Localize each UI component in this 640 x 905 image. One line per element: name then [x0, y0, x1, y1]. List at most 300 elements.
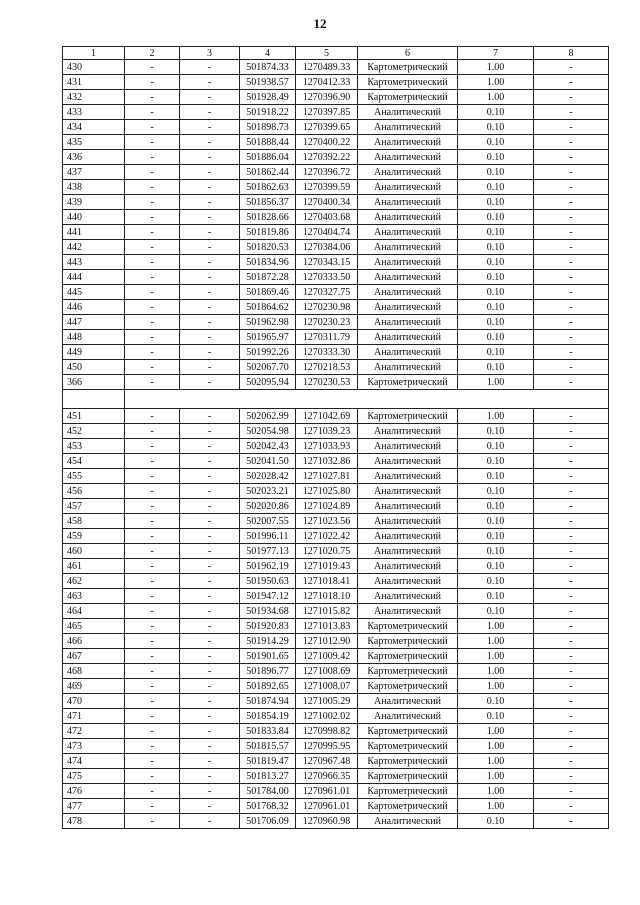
table-row	[63, 180, 609, 195]
table-cell: -	[180, 739, 240, 754]
table-cell: -	[125, 439, 180, 454]
table-row	[63, 439, 609, 454]
table-cell: -	[534, 649, 609, 664]
table-cell: 1270384.06	[296, 240, 358, 255]
table-cell: 0.10	[458, 330, 534, 345]
table-cell: 1270961.01	[296, 799, 358, 814]
table-cell: 1271013.83	[296, 619, 358, 634]
table-cell: 0.10	[458, 709, 534, 724]
table-cell: -	[534, 559, 609, 574]
table-cell: -	[534, 60, 609, 75]
table-row	[63, 165, 609, 180]
table-cell: 1271018.41	[296, 574, 358, 589]
table-cell: -	[534, 195, 609, 210]
table-cell: 502041.50	[240, 454, 296, 469]
table-cell: Аналитический	[358, 330, 458, 345]
table-cell: -	[534, 75, 609, 90]
table-cell: 1270967.48	[296, 754, 358, 769]
table-row	[63, 225, 609, 240]
table-cell: Аналитический	[358, 300, 458, 315]
table-cell: 1.00	[458, 634, 534, 649]
table-cell: 1271024.89	[296, 499, 358, 514]
table-cell: 0.10	[458, 240, 534, 255]
table-cell: 474	[63, 754, 125, 769]
table-cell: -	[125, 300, 180, 315]
table-row	[63, 409, 609, 424]
table-cell: -	[180, 649, 240, 664]
table-cell: 1.00	[458, 664, 534, 679]
table-row	[63, 315, 609, 330]
table-cell: -	[125, 664, 180, 679]
table-cell: -	[534, 514, 609, 529]
table-row	[63, 724, 609, 739]
blank-cell	[125, 390, 609, 409]
table-cell: Картометрический	[358, 375, 458, 390]
table-cell: 1270397.85	[296, 105, 358, 120]
table-cell: 501888.44	[240, 135, 296, 150]
table-row	[63, 814, 609, 829]
table-cell: -	[125, 105, 180, 120]
table-cell: -	[180, 165, 240, 180]
table-cell: Аналитический	[358, 165, 458, 180]
table-cell: -	[125, 499, 180, 514]
table-cell: -	[125, 649, 180, 664]
table-cell: 501962.19	[240, 559, 296, 574]
table-cell: 1271020.75	[296, 544, 358, 559]
table-cell: 443	[63, 255, 125, 270]
table-cell: -	[180, 345, 240, 360]
table-row	[63, 589, 609, 604]
table-cell: -	[534, 679, 609, 694]
table-cell: 501962.98	[240, 315, 296, 330]
page-number: 12	[313, 16, 327, 31]
column-header: 3	[180, 47, 240, 60]
table-cell: 450	[63, 360, 125, 375]
table-cell: 447	[63, 315, 125, 330]
table-cell: -	[180, 150, 240, 165]
table-cell: -	[534, 210, 609, 225]
table-cell: 0.10	[458, 180, 534, 195]
table-cell: -	[534, 454, 609, 469]
table-row	[63, 499, 609, 514]
table-cell: 1270343.15	[296, 255, 358, 270]
table-row	[63, 694, 609, 709]
table-cell: 1270230.23	[296, 315, 358, 330]
table-cell: -	[180, 409, 240, 424]
table-cell: 0.10	[458, 814, 534, 829]
table-cell: 501901.65	[240, 649, 296, 664]
table-cell: 433	[63, 105, 125, 120]
table-cell: -	[534, 180, 609, 195]
table-cell: 468	[63, 664, 125, 679]
table-cell: 0.10	[458, 270, 534, 285]
table-cell: -	[125, 60, 180, 75]
table-cell: -	[534, 469, 609, 484]
table-cell: 1.00	[458, 409, 534, 424]
table-cell: 444	[63, 270, 125, 285]
table-cell: 502042.43	[240, 439, 296, 454]
table-cell: 501928.49	[240, 90, 296, 105]
table-cell: -	[534, 439, 609, 454]
table-cell: -	[125, 150, 180, 165]
table-cell: 501996.11	[240, 529, 296, 544]
table-cell: Аналитический	[358, 709, 458, 724]
table-cell: 470	[63, 694, 125, 709]
table-cell: -	[125, 315, 180, 330]
table-cell: -	[180, 604, 240, 619]
table-cell: Аналитический	[358, 454, 458, 469]
table-cell: 501892.65	[240, 679, 296, 694]
table-cell: Аналитический	[358, 345, 458, 360]
table-row	[63, 739, 609, 754]
table-row	[63, 799, 609, 814]
table-cell: 459	[63, 529, 125, 544]
table-cell: 1270396.72	[296, 165, 358, 180]
table-cell: 502054.98	[240, 424, 296, 439]
table-row	[63, 150, 609, 165]
table-cell: Аналитический	[358, 105, 458, 120]
table-cell: 462	[63, 574, 125, 589]
table-row	[63, 469, 609, 484]
table-cell: -	[125, 799, 180, 814]
table-cell: 438	[63, 180, 125, 195]
table-cell: -	[125, 375, 180, 390]
table-cell: 1.00	[458, 75, 534, 90]
table-cell: -	[180, 709, 240, 724]
table-cell: 436	[63, 150, 125, 165]
table-cell: 501833.84	[240, 724, 296, 739]
table-cell: -	[180, 300, 240, 315]
table-cell: Аналитический	[358, 544, 458, 559]
table-cell: -	[180, 754, 240, 769]
table-cell: -	[534, 754, 609, 769]
table-cell: 441	[63, 225, 125, 240]
column-header: 1	[63, 47, 125, 60]
table-cell: 1.00	[458, 769, 534, 784]
table-cell: Аналитический	[358, 484, 458, 499]
table-cell: -	[534, 105, 609, 120]
table-cell: Картометрический	[358, 619, 458, 634]
table-cell: 501947.12	[240, 589, 296, 604]
table-row	[63, 679, 609, 694]
table-cell: 446	[63, 300, 125, 315]
table-cell: -	[180, 619, 240, 634]
table-cell: 1271008.07	[296, 679, 358, 694]
table-cell: Аналитический	[358, 439, 458, 454]
table-row	[63, 255, 609, 270]
table-row	[63, 634, 609, 649]
table-cell: 471	[63, 709, 125, 724]
table-cell: -	[125, 694, 180, 709]
table-cell: 463	[63, 589, 125, 604]
table-cell: 458	[63, 514, 125, 529]
table-cell: 0.10	[458, 135, 534, 150]
table-cell: 442	[63, 240, 125, 255]
table-cell: 452	[63, 424, 125, 439]
column-header: 5	[296, 47, 358, 60]
table-cell: -	[534, 285, 609, 300]
table-cell: Аналитический	[358, 529, 458, 544]
table-cell: 501819.47	[240, 754, 296, 769]
table-cell: 501862.63	[240, 180, 296, 195]
table-header-row	[63, 47, 609, 60]
table-row	[63, 90, 609, 105]
table-row	[63, 285, 609, 300]
table-cell: 0.10	[458, 120, 534, 135]
table-row	[63, 574, 609, 589]
table-cell: 0.10	[458, 529, 534, 544]
table-cell: 502023.21	[240, 484, 296, 499]
table-cell: 473	[63, 739, 125, 754]
table-cell: -	[534, 619, 609, 634]
table-cell: 434	[63, 120, 125, 135]
table-cell: 0.10	[458, 514, 534, 529]
table-cell: -	[534, 300, 609, 315]
table-cell: -	[180, 484, 240, 499]
table-cell: Аналитический	[358, 499, 458, 514]
table-cell: -	[534, 709, 609, 724]
table-cell: 454	[63, 454, 125, 469]
table-cell: 1270403.68	[296, 210, 358, 225]
table-cell: -	[180, 784, 240, 799]
table-cell: 0.10	[458, 345, 534, 360]
table-cell: -	[180, 469, 240, 484]
table-row	[63, 60, 609, 75]
table-cell: 437	[63, 165, 125, 180]
table-cell: -	[180, 315, 240, 330]
table-cell: 465	[63, 619, 125, 634]
table-cell: 1270400.22	[296, 135, 358, 150]
column-header: 8	[534, 47, 609, 60]
table-cell: -	[125, 255, 180, 270]
table-row	[63, 484, 609, 499]
table-row	[63, 424, 609, 439]
table-cell: Аналитический	[358, 589, 458, 604]
column-header: 4	[240, 47, 296, 60]
table-cell: -	[180, 120, 240, 135]
table-cell: 502067.70	[240, 360, 296, 375]
table-cell: Картометрический	[358, 90, 458, 105]
table-cell: -	[125, 285, 180, 300]
table-cell: 0.10	[458, 694, 534, 709]
table-cell: 1.00	[458, 784, 534, 799]
table-cell: 1.00	[458, 739, 534, 754]
table-cell: 451	[63, 409, 125, 424]
table-row	[63, 709, 609, 724]
table-cell: -	[180, 799, 240, 814]
table-cell: Аналитический	[358, 574, 458, 589]
table-cell: 501896.77	[240, 664, 296, 679]
table-cell: 1271033.93	[296, 439, 358, 454]
table-row	[63, 544, 609, 559]
table-cell: 1271005.29	[296, 694, 358, 709]
table-cell: -	[534, 409, 609, 424]
table-cell: 502095.94	[240, 375, 296, 390]
table-cell: -	[534, 360, 609, 375]
table-cell: Аналитический	[358, 180, 458, 195]
table-cell: -	[180, 255, 240, 270]
table-cell: -	[534, 225, 609, 240]
table-body-second-section	[63, 409, 609, 829]
table-row	[63, 604, 609, 619]
table-cell: -	[534, 694, 609, 709]
table-cell: 1.00	[458, 60, 534, 75]
table-cell: -	[180, 439, 240, 454]
table-cell: 1270412.33	[296, 75, 358, 90]
table-cell: 0.10	[458, 105, 534, 120]
table-cell: Аналитический	[358, 195, 458, 210]
table-cell: 456	[63, 484, 125, 499]
table-cell: 445	[63, 285, 125, 300]
table-cell: -	[180, 210, 240, 225]
table-cell: -	[180, 105, 240, 120]
table-cell: 1271015.82	[296, 604, 358, 619]
table-row	[63, 514, 609, 529]
table-cell: Аналитический	[358, 694, 458, 709]
table-cell: 1270489.33	[296, 60, 358, 75]
table-cell: 1271012.90	[296, 634, 358, 649]
table-cell: 464	[63, 604, 125, 619]
table-cell: 0.10	[458, 315, 534, 330]
table-cell: 501820.53	[240, 240, 296, 255]
table-cell: 0.10	[458, 454, 534, 469]
table-cell: 501815.57	[240, 739, 296, 754]
table-cell: -	[534, 739, 609, 754]
table-cell: 431	[63, 75, 125, 90]
table-cell: 0.10	[458, 210, 534, 225]
table-cell: 501768.32	[240, 799, 296, 814]
table-cell: 448	[63, 330, 125, 345]
table-cell: 0.10	[458, 360, 534, 375]
table-cell: Аналитический	[358, 424, 458, 439]
table-cell: 1270960.98	[296, 814, 358, 829]
table-cell: 1.00	[458, 619, 534, 634]
table-cell: 1271023.56	[296, 514, 358, 529]
table-cell: -	[534, 484, 609, 499]
table-cell: 502020.86	[240, 499, 296, 514]
table-cell: -	[180, 454, 240, 469]
table-cell: 469	[63, 679, 125, 694]
table-cell: 440	[63, 210, 125, 225]
table-cell: 478	[63, 814, 125, 829]
table-row	[63, 664, 609, 679]
table-row	[63, 360, 609, 375]
table-cell: -	[180, 240, 240, 255]
table-cell: -	[180, 514, 240, 529]
table-cell: -	[534, 315, 609, 330]
table-cell: -	[125, 754, 180, 769]
table-row	[63, 75, 609, 90]
table-cell: 501864.62	[240, 300, 296, 315]
table-cell: -	[534, 165, 609, 180]
table-cell: 501813.27	[240, 769, 296, 784]
table-row	[63, 210, 609, 225]
table-cell: -	[180, 135, 240, 150]
table-cell: 0.10	[458, 165, 534, 180]
table-cell: -	[125, 345, 180, 360]
table-cell: 1270961.01	[296, 784, 358, 799]
table-cell: Картометрический	[358, 409, 458, 424]
table-cell: -	[534, 769, 609, 784]
table-cell: -	[180, 375, 240, 390]
table-cell: -	[125, 424, 180, 439]
table-cell: 501938.57	[240, 75, 296, 90]
table-cell: 501872.28	[240, 270, 296, 285]
table-cell: 501869.46	[240, 285, 296, 300]
table-row	[63, 754, 609, 769]
table-cell: -	[125, 559, 180, 574]
table-cell: -	[180, 285, 240, 300]
table-cell: Аналитический	[358, 135, 458, 150]
table-cell: 0.10	[458, 424, 534, 439]
table-cell: -	[125, 514, 180, 529]
table-row	[63, 330, 609, 345]
coordinates-table	[62, 46, 609, 829]
table-cell: Аналитический	[358, 285, 458, 300]
table-cell: -	[534, 375, 609, 390]
table-cell: 1270311.79	[296, 330, 358, 345]
table-cell: -	[534, 529, 609, 544]
table-cell: -	[125, 529, 180, 544]
table-cell: 439	[63, 195, 125, 210]
table-cell: 466	[63, 634, 125, 649]
table-cell: -	[534, 634, 609, 649]
table-cell: -	[180, 544, 240, 559]
table-cell: 430	[63, 60, 125, 75]
table-cell: 467	[63, 649, 125, 664]
table-cell: -	[180, 589, 240, 604]
table-cell: Аналитический	[358, 514, 458, 529]
table-row	[63, 529, 609, 544]
table-cell: 1270998.82	[296, 724, 358, 739]
table-row	[63, 375, 609, 390]
table-row	[63, 135, 609, 150]
table-cell: 1271018.10	[296, 589, 358, 604]
table-cell: -	[125, 330, 180, 345]
table-cell: -	[125, 195, 180, 210]
table-cell: Картометрический	[358, 769, 458, 784]
table-cell: 501874.94	[240, 694, 296, 709]
table-cell: -	[125, 634, 180, 649]
table-cell: 1271009.42	[296, 649, 358, 664]
table-cell: -	[180, 270, 240, 285]
table-cell: -	[125, 484, 180, 499]
table-cell: Картометрический	[358, 649, 458, 664]
table-cell: -	[534, 589, 609, 604]
table-cell: -	[180, 634, 240, 649]
table-cell: -	[125, 679, 180, 694]
table-cell: Картометрический	[358, 784, 458, 799]
table-cell: 1270392.22	[296, 150, 358, 165]
table-cell: -	[180, 424, 240, 439]
table-cell: -	[125, 240, 180, 255]
table-cell: -	[180, 529, 240, 544]
table-cell: -	[534, 330, 609, 345]
table-cell: 501834.96	[240, 255, 296, 270]
table-cell: Картометрический	[358, 634, 458, 649]
table-cell: 501965.97	[240, 330, 296, 345]
table-cell: -	[534, 135, 609, 150]
table-row	[63, 270, 609, 285]
table-cell: 461	[63, 559, 125, 574]
table-cell: 1270400.34	[296, 195, 358, 210]
table-cell: 0.10	[458, 300, 534, 315]
table-cell: -	[180, 694, 240, 709]
table-cell: -	[180, 360, 240, 375]
table-cell: -	[534, 150, 609, 165]
table-cell: 501854.19	[240, 709, 296, 724]
blank-cell	[63, 390, 125, 409]
